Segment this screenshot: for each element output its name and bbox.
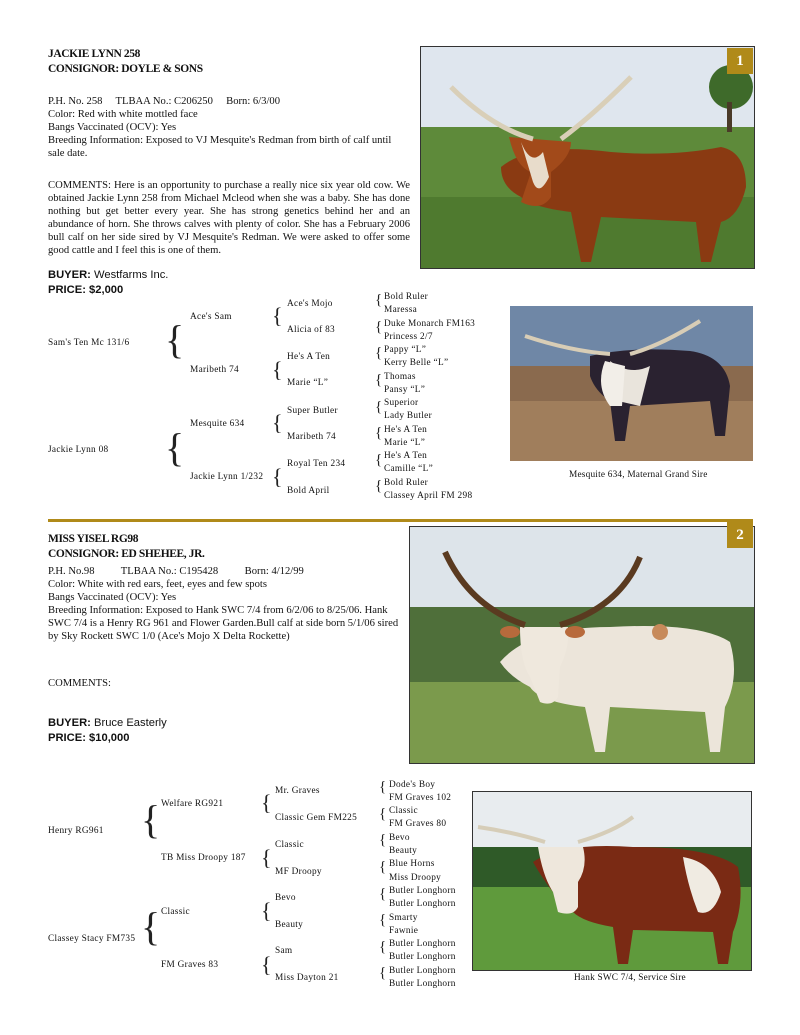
- lot1-ped-sire: Sam's Ten Mc 131/6: [48, 338, 130, 348]
- lot1-consignor: CONSIGNOR: DOYLE & SONS: [48, 63, 203, 75]
- lot2-ped-gen3: Classic Gem FM225: [275, 813, 358, 823]
- lot2-ped-gen2: Welfare RG921: [161, 799, 224, 809]
- lot1-photo: [420, 46, 755, 269]
- lot1-ped-brace: {: [272, 464, 283, 489]
- lot2-ped-brace: {: [379, 886, 387, 902]
- lot1-ped-gen4: He's A Ten: [384, 451, 428, 461]
- lot1-caption: Mesquite 634, Maternal Grand Sire: [569, 470, 708, 480]
- lot1-ped-gen3: Super Butler: [287, 406, 338, 416]
- lot2-ped-gen2: FM Graves 83: [161, 960, 219, 970]
- lot1-ped-gen2: Mesquite 634: [190, 419, 245, 429]
- lot1-ped-gen3: He's A Ten: [287, 352, 331, 362]
- lot2-name: MISS YISEL RG98: [48, 533, 139, 545]
- lot2-ped-gen2: TB Miss Droopy 187: [161, 853, 246, 863]
- lot2-ped-dam: Classey Stacy FM735: [48, 934, 136, 944]
- lot1-buyer: BUYER: Westfarms Inc.: [48, 269, 169, 281]
- lot2-ped-brace: {: [379, 806, 387, 822]
- lot1-number-badge: 1: [727, 48, 753, 74]
- lot1-bangs: Bangs Vaccinated (OCV): Yes: [48, 122, 177, 133]
- lot2-ped-brace: {: [379, 912, 387, 928]
- lot2-servicesire-photo: [472, 791, 752, 971]
- lot2-ped-gen3: Beauty: [275, 920, 304, 930]
- lot2-ped-gen3: Miss Dayton 21: [275, 973, 339, 983]
- lot1-comments: COMMENTS: Here is an opportunity to purchase a really nice six year old cow. We obtained Jackie Lynn 258 from Michael Mcleod when she was a baby. She has done nothing but get better every year. She has strong genetics behind her and an abundance of horn. She throws calves with plenty of color. She has a February 2006 bull calf on her side sired by VJ Mesquite's Redman. We were asked to offer some good cattle and I feel this is one of them.: [48, 180, 410, 256]
- lot2-ped-gen4: FM Graves 102: [389, 793, 452, 803]
- lot1-ped-brace: {: [375, 399, 383, 415]
- lot2-comments: COMMENTS:: [48, 678, 111, 689]
- lot1-ped-gen4: Superior: [384, 398, 419, 408]
- lot1-name: JACKIE LYNN 258: [48, 48, 140, 60]
- lot2-ped-sire: Henry RG961: [48, 826, 104, 836]
- lot2-ped-brace: {: [379, 779, 387, 795]
- lot1-ped-gen4: Maressa: [384, 305, 418, 315]
- lot2-ped-gen4: Butler Longhorn: [389, 899, 456, 909]
- lot2-breeding: Breeding Information: Exposed to Hank SWC 7/4 from 6/2/06 to 8/25/06. Hank SWC 7/4 is a Henry RG 961 and Flower Garden.Bull calf at side born 5/1/06 sired by Sky Rockett SWC 1/0 (Ace's Mojo X Delta Rockette): [48, 605, 399, 642]
- lot1-ped-gen4: Marie “L”: [384, 438, 426, 448]
- lot2-ped-gen3: MF Droopy: [275, 867, 322, 877]
- lot1-ped-gen4: Bold Ruler: [384, 292, 429, 302]
- lot1-ped-gen2: Jackie Lynn 1/232: [190, 472, 264, 482]
- lot1-ped-gen3: Marie “L”: [287, 378, 329, 388]
- lot2-ped-gen3: Bevo: [275, 893, 296, 903]
- lot2-ped-brace: {: [141, 904, 161, 949]
- lot1-ped-brace: {: [375, 292, 383, 308]
- lot1-ped-brace: {: [272, 303, 283, 328]
- lot2-ped-brace: {: [379, 965, 387, 981]
- lot1-ped-gen4: Bold Ruler: [384, 478, 429, 488]
- lot1-ped-brace: {: [165, 317, 185, 362]
- section-divider: [48, 519, 753, 522]
- lot1-ped-gen4: He's A Ten: [384, 425, 428, 435]
- lot2-consignor: CONSIGNOR: ED SHEHEE, JR.: [48, 548, 205, 560]
- lot2-bangs: Bangs Vaccinated (OCV): Yes: [48, 592, 177, 603]
- lot1-ped-gen4: Pansy “L”: [384, 385, 426, 395]
- lot1-ped-gen3: Alicia of 83: [287, 325, 336, 335]
- lot2-ped-gen2: Classic: [161, 907, 190, 917]
- lot2-ped-gen4: Bevo: [389, 833, 410, 843]
- lot2-ped-gen4: FM Graves 80: [389, 819, 447, 829]
- lot1-ped-gen4: Kerry Belle “L”: [384, 358, 449, 368]
- lot2-price: PRICE: $10,000: [48, 732, 130, 744]
- lot2-ped-brace: {: [379, 859, 387, 875]
- lot1-breeding: Breeding Information: Exposed to VJ Mesquite's Redman from birth of calf until sale date.: [48, 135, 392, 159]
- lot1-ped-gen4: Camille “L”: [384, 464, 433, 474]
- lot1-ped-brace: {: [375, 372, 383, 388]
- lot2-ped-gen4: Miss Droopy: [389, 873, 442, 883]
- lot2-ped-gen4: Dode's Boy: [389, 780, 436, 790]
- lot2-ped-gen4: Butler Longhorn: [389, 939, 456, 949]
- lot2-number-badge: 2: [727, 522, 753, 548]
- lot2-ped-gen4: Classic: [389, 806, 418, 816]
- lot1-ped-gen3: Royal Ten 234: [287, 459, 346, 469]
- lot2-ped-brace: {: [379, 832, 387, 848]
- lot1-ped-gen4: Classey April FM 298: [384, 491, 473, 501]
- lot2-ped-brace: {: [261, 898, 272, 923]
- lot1-price: PRICE: $2,000: [48, 284, 124, 296]
- lot2-ped-gen3: Mr. Graves: [275, 786, 320, 796]
- lot1-ped-gen3: Ace's Mojo: [287, 299, 333, 309]
- lot2-ped-gen3: Sam: [275, 946, 293, 956]
- lot2-caption: Hank SWC 7/4, Service Sire: [574, 973, 686, 983]
- lot2-color: Color: White with red ears, feet, eyes and few spots: [48, 579, 267, 590]
- lot1-ped-brace: {: [375, 319, 383, 335]
- lot1-color: Color: Red with white mottled face: [48, 109, 198, 120]
- lot1-ped-brace: {: [375, 478, 383, 494]
- lot2-ped-gen4: Butler Longhorn: [389, 979, 456, 989]
- lot1-ped-gen2: Maribeth 74: [190, 365, 239, 375]
- lot2-ped-brace: {: [261, 790, 272, 815]
- lot2-ped-brace: {: [261, 952, 272, 977]
- lot1-ped-brace: {: [375, 345, 383, 361]
- lot1-ped-brace: {: [165, 425, 185, 470]
- lot2-ped-gen4: Beauty: [389, 846, 418, 856]
- lot1-ped-brace: {: [375, 452, 383, 468]
- lot2-ped-gen4: Butler Longhorn: [389, 966, 456, 976]
- lot1-ped-brace: {: [272, 410, 283, 435]
- lot1-ped-gen4: Thomas: [384, 372, 416, 382]
- lot2-ped-gen4: Blue Horns: [389, 859, 435, 869]
- lot2-ped-brace: {: [261, 845, 272, 870]
- lot2-ped-brace: {: [379, 939, 387, 955]
- lot1-ped-gen4: Lady Butler: [384, 411, 432, 421]
- lot1-ped-brace: {: [375, 425, 383, 441]
- lot2-ped-gen4: Butler Longhorn: [389, 952, 456, 962]
- lot1-ped-gen4: Princess 2/7: [384, 332, 433, 342]
- lot1-ped-gen4: Duke Monarch FM163: [384, 319, 476, 329]
- lot1-ped-gen4: Pappy “L”: [384, 345, 427, 355]
- lot2-info: P.H. No.98 TLBAA No.: C195428 Born: 4/12/99: [48, 566, 304, 577]
- lot2-ped-gen3: Classic: [275, 840, 304, 850]
- lot2-ped-gen4: Smarty: [389, 913, 418, 923]
- lot1-ped-brace: {: [272, 357, 283, 382]
- lot1-ped-dam: Jackie Lynn 08: [48, 445, 109, 455]
- lot2-photo: [409, 526, 755, 764]
- lot2-ped-brace: {: [141, 797, 161, 842]
- lot1-ped-gen3: Maribeth 74: [287, 432, 336, 442]
- lot2-ped-gen4: Butler Longhorn: [389, 886, 456, 896]
- lot1-grandsire-photo: [510, 306, 753, 461]
- lot1-ped-gen2: Ace's Sam: [190, 312, 232, 322]
- lot2-ped-gen4: Fawnie: [389, 926, 419, 936]
- lot1-info: P.H. No. 258 TLBAA No.: C206250 Born: 6/3/00: [48, 96, 281, 107]
- lot2-buyer: BUYER: Bruce Easterly: [48, 717, 167, 729]
- lot1-ped-gen3: Bold April: [287, 486, 330, 496]
